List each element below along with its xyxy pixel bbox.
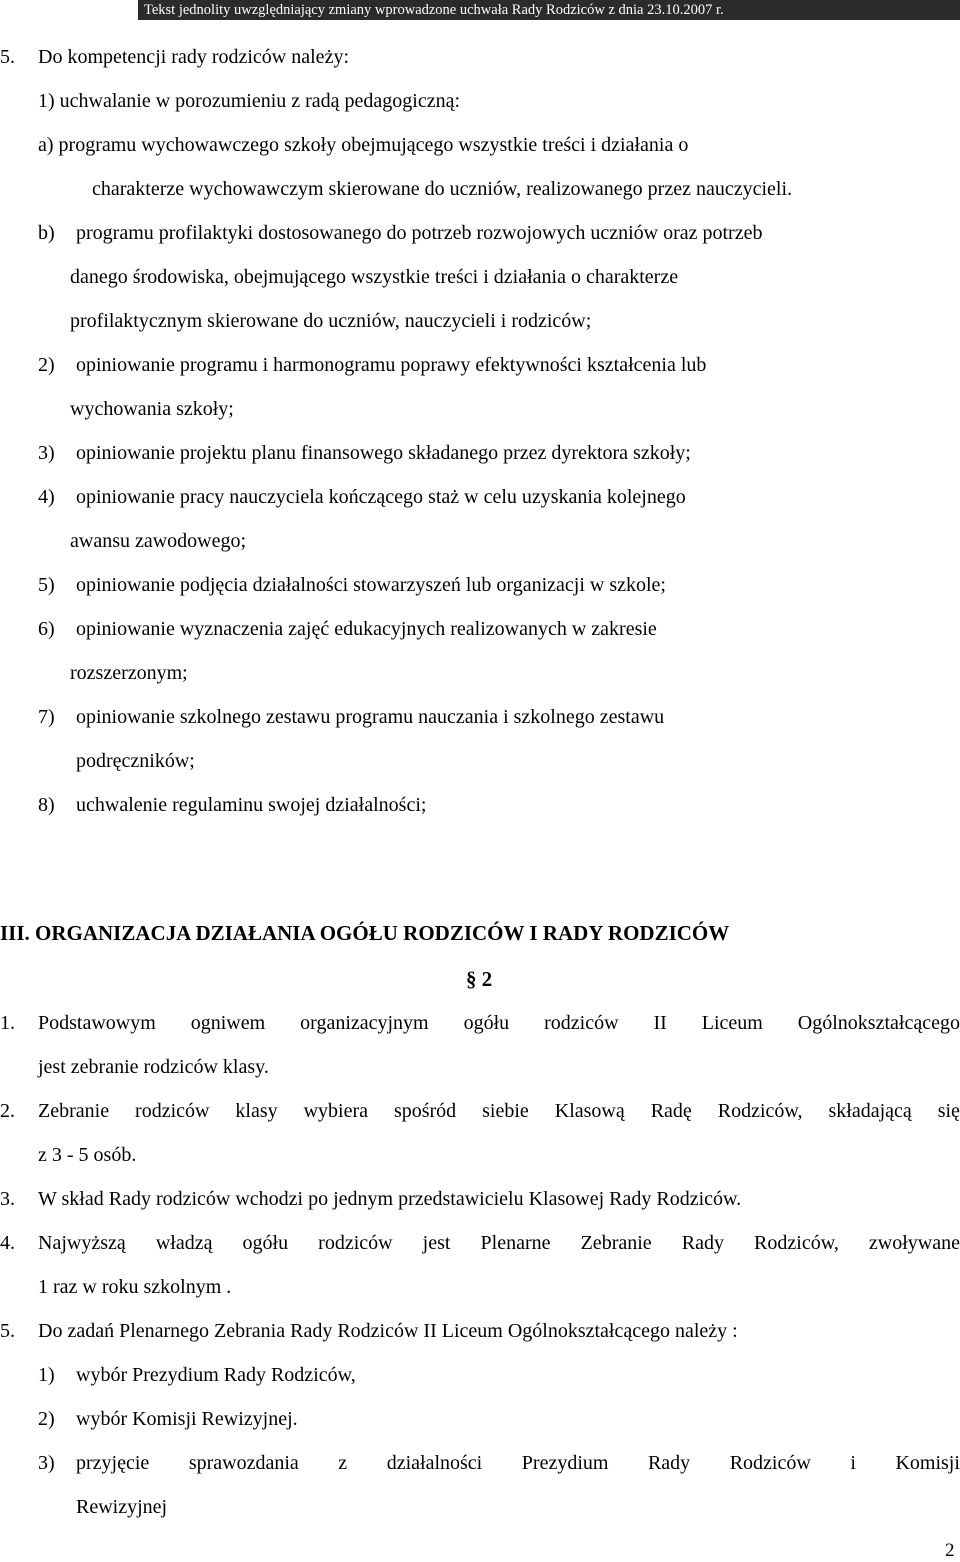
item-3-number: 3) bbox=[38, 442, 55, 464]
section-5-number: 5. bbox=[0, 46, 15, 68]
word: Rodziców, bbox=[717, 1100, 803, 1122]
word: Podstawowym bbox=[38, 1012, 156, 1034]
word: Ogólnokształcącego bbox=[797, 1012, 960, 1034]
item-1: 1) uchwalanie w porozumieniu z radą pedagogiczną: bbox=[38, 90, 461, 112]
item-a-line-1: a) programu wychowawczego szkoły obejmującego wszystkie treści i działania o bbox=[38, 134, 689, 156]
word: Rodziców bbox=[729, 1452, 811, 1474]
point-5-line-1: Do zadań Plenarnego Zebrania Rady Rodziców II Liceum Ogólnokształcącego należy : bbox=[38, 1320, 738, 1342]
word: rodziców bbox=[135, 1100, 210, 1122]
item-2-number: 2) bbox=[38, 354, 55, 376]
point-3-number: 3. bbox=[0, 1188, 15, 1210]
point-2-line-1 bbox=[38, 1098, 960, 1124]
task-2-number: 2) bbox=[38, 1408, 55, 1430]
task-3-number: 3) bbox=[38, 1452, 55, 1474]
word: Plenarne bbox=[480, 1232, 551, 1254]
word: spośród bbox=[393, 1100, 457, 1122]
word: Rady bbox=[681, 1232, 724, 1254]
point-2-number: 2. bbox=[0, 1100, 15, 1122]
word: Liceum bbox=[701, 1012, 763, 1034]
item-2-line-2: wychowania szkoły; bbox=[70, 398, 234, 420]
item-8-number: 8) bbox=[38, 794, 55, 816]
word: organizacyjnym bbox=[300, 1012, 429, 1034]
word: Zebranie bbox=[580, 1232, 652, 1254]
page-number: 2 bbox=[945, 1540, 955, 1561]
word: jest bbox=[422, 1232, 451, 1254]
item-2-line-1: opiniowanie programu i harmonogramu poprawy efektywności kształcenia lub bbox=[76, 354, 707, 376]
word: siebie bbox=[482, 1100, 529, 1122]
word: rodziców bbox=[544, 1012, 619, 1034]
word: Najwyższą bbox=[38, 1232, 126, 1254]
word: Radę bbox=[650, 1100, 692, 1122]
item-4-line-2: awansu zawodowego; bbox=[70, 530, 247, 552]
word: z bbox=[338, 1452, 348, 1474]
point-1-number: 1. bbox=[0, 1012, 15, 1034]
item-b-line-2: danego środowiska, obejmującego wszystkie treści i działania o charakterze bbox=[70, 266, 679, 288]
word: Prezydium bbox=[521, 1452, 609, 1474]
word: wybiera bbox=[303, 1100, 368, 1122]
item-3-line-1: opiniowanie projektu planu finansowego składanego przez dyrektora szkoły; bbox=[76, 442, 691, 464]
item-6-line-1: opiniowanie wyznaczenia zajęć edukacyjnych realizowanych w zakresie bbox=[76, 618, 657, 640]
word: Rady bbox=[647, 1452, 691, 1474]
point-1-line-2: jest zebranie rodziców klasy. bbox=[38, 1056, 269, 1078]
word: się bbox=[937, 1100, 960, 1122]
word: sprawozdania bbox=[188, 1452, 299, 1474]
task-3-line-1 bbox=[76, 1450, 960, 1476]
word: Rodziców, bbox=[754, 1232, 839, 1254]
task-2-line-1: wybór Komisji Rewizyjnej. bbox=[76, 1408, 298, 1430]
word: i bbox=[850, 1452, 856, 1474]
word: przyjęcie bbox=[76, 1452, 150, 1474]
item-5-line-1: opiniowanie podjęcia działalności stowarzyszeń lub organizacji w szkole; bbox=[76, 574, 666, 596]
item-6-number: 6) bbox=[38, 618, 55, 640]
word: zwoływane bbox=[868, 1232, 960, 1254]
word: ogniwem bbox=[190, 1012, 266, 1034]
word: składającą bbox=[828, 1100, 912, 1122]
item-b-line-3: profilaktycznym skierowane do uczniów, nauczycieli i rodziców; bbox=[70, 310, 592, 332]
task-3-line-2: Rewizyjnej bbox=[76, 1496, 168, 1518]
word: Klasową bbox=[554, 1100, 625, 1122]
word: klasy bbox=[235, 1100, 278, 1122]
point-2-line-2: z 3 - 5 osób. bbox=[38, 1144, 137, 1166]
item-a-line-2: charakterze wychowawczym skierowane do uczniów, realizowanego przez nauczycieli. bbox=[92, 178, 793, 200]
item-4-line-1: opiniowanie pracy nauczyciela kończącego staż w celu uzyskania kolejnego bbox=[76, 486, 686, 508]
word: Komisji bbox=[895, 1452, 960, 1474]
item-7-line-1: opiniowanie szkolnego zestawu programu nauczania i szkolnego zestawu bbox=[76, 706, 665, 728]
item-6-line-2: rozszerzonym; bbox=[70, 662, 188, 684]
task-1-line-1: wybór Prezydium Rady Rodziców, bbox=[76, 1364, 356, 1386]
point-3-line-1: W skład Rady rodziców wchodzi po jednym przedstawicielu Klasowej Rady Rodziców. bbox=[38, 1188, 742, 1210]
paragraph-sign: § 2 bbox=[466, 967, 493, 991]
word: ogółu bbox=[242, 1232, 289, 1254]
point-1-line-1 bbox=[38, 1010, 960, 1036]
item-b-line-1: programu profilaktyki dostosowanego do potrzeb rozwojowych uczniów oraz potrzeb bbox=[76, 222, 763, 244]
point-4-number: 4. bbox=[0, 1232, 15, 1254]
point-4-line-2: 1 raz w roku szkolnym . bbox=[38, 1276, 232, 1298]
word: II bbox=[653, 1012, 667, 1034]
word: rodziców bbox=[318, 1232, 393, 1254]
task-1-number: 1) bbox=[38, 1364, 55, 1386]
section-5-title: Do kompetencji rady rodziców należy: bbox=[38, 46, 349, 68]
item-4-number: 4) bbox=[38, 486, 55, 508]
point-4-line-1 bbox=[38, 1230, 960, 1256]
word: ogółu bbox=[463, 1012, 510, 1034]
document-header: Tekst jednolity uwzględniający zmiany wprowadzone uchwała Rady Rodziców z dnia 23.10.2007 r. bbox=[138, 0, 960, 20]
item-8-line-1: uchwalenie regulaminu swojej działalności; bbox=[76, 794, 427, 816]
item-b-number: b) bbox=[38, 222, 55, 244]
item-5-number: 5) bbox=[38, 574, 55, 596]
item-7-line-2: podręczników; bbox=[76, 750, 195, 772]
section-3-heading: III. ORGANIZACJA DZIAŁANIA OGÓŁU RODZICÓW I RADY RODZICÓW bbox=[0, 921, 730, 945]
word: działalności bbox=[386, 1452, 483, 1474]
word: władzą bbox=[155, 1232, 213, 1254]
item-7-number: 7) bbox=[38, 706, 55, 728]
point-5-number: 5. bbox=[0, 1320, 15, 1342]
word: Zebranie bbox=[38, 1100, 110, 1122]
